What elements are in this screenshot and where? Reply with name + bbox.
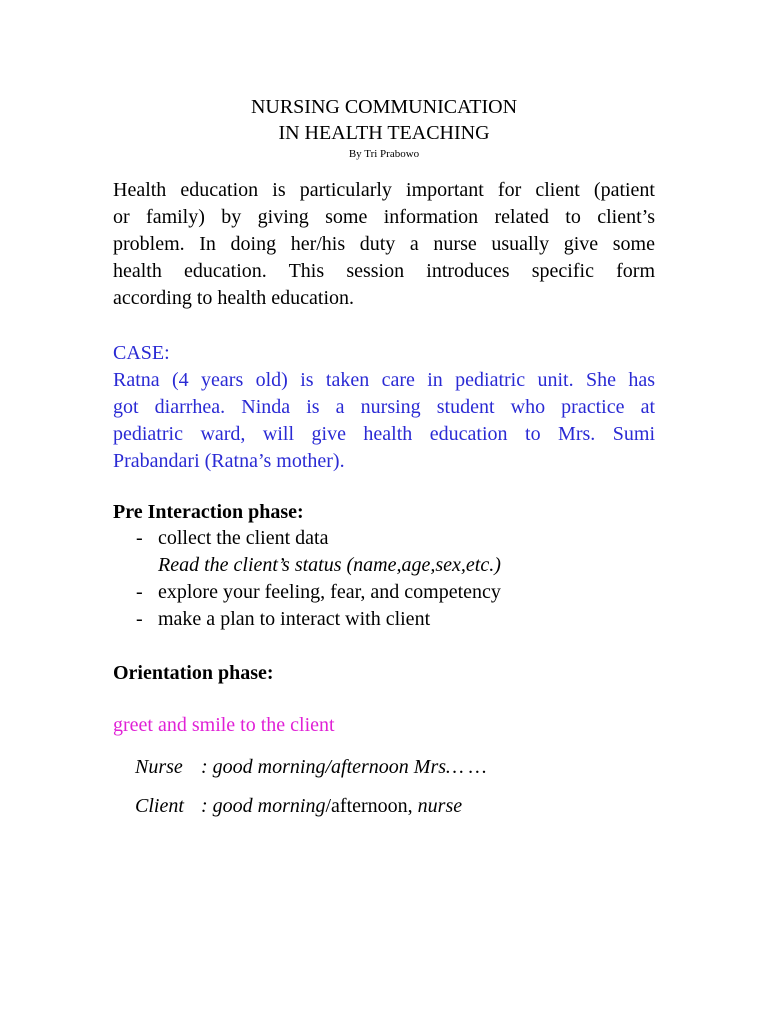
list-item	[113, 525, 501, 552]
case-line: got diarrhea. Ninda is a nursing student who practice at	[113, 396, 655, 418]
orientation-heading: Orientation phase:	[113, 662, 274, 684]
client-line-part: nurse	[417, 795, 463, 817]
client-line-part: good morning	[212, 795, 326, 817]
intro-line: problem. In doing her/his duty a nurse usually give some	[113, 233, 655, 255]
speaker-nurse: Nurse	[135, 756, 183, 778]
list-item	[113, 606, 501, 633]
case-line: Prabandari (Ratna’s mother).	[113, 450, 345, 472]
list-item-text: explore your feeling, fear, and competency	[158, 581, 501, 603]
intro-line: health education. This session introduces specific form	[113, 260, 655, 282]
dialog-client	[135, 795, 462, 818]
document-title-line-2: IN HEALTH TEACHING	[278, 122, 490, 144]
intro-line: according to health education.	[113, 287, 355, 309]
pre-interaction-heading: Pre Interaction phase:	[113, 501, 304, 523]
dialog-nurse	[135, 756, 487, 779]
list-item-text: collect the client data	[158, 527, 329, 549]
greet-instruction: greet and smile to the client	[113, 714, 335, 736]
speaker-client: Client	[135, 795, 184, 817]
list-item	[113, 579, 501, 606]
list-item-note	[113, 552, 501, 579]
pre-interaction-list	[113, 525, 501, 633]
intro-line: or family) by giving some information related to client’s	[113, 206, 655, 228]
case-line: Ratna (4 years old) is taken care in pediatric unit. She has	[113, 369, 655, 391]
list-dash: -	[136, 527, 143, 549]
list-dash: -	[136, 581, 143, 603]
dialog-colon: :	[201, 795, 208, 817]
case-line: pediatric ward, will give health education to Mrs. Sumi	[113, 423, 655, 445]
intro-line: Health education is particularly important for client (patient	[113, 179, 655, 201]
client-line-part: /afternoon,	[325, 795, 418, 817]
dialog-colon: :	[201, 756, 208, 778]
nurse-line: good morning/afternoon Mrs… …	[212, 756, 487, 778]
author-byline: By Tri Prabowo	[348, 148, 420, 160]
list-dash: -	[136, 608, 143, 630]
case-paragraph	[113, 367, 655, 475]
case-heading: CASE:	[113, 342, 170, 364]
intro-paragraph	[113, 177, 655, 312]
list-item-text: make a plan to interact with client	[158, 608, 431, 630]
document-title-line-1: NURSING COMMUNICATION	[250, 96, 518, 118]
list-item-note-text: Read the client’s status (name,age,sex,etc.)	[158, 554, 501, 576]
